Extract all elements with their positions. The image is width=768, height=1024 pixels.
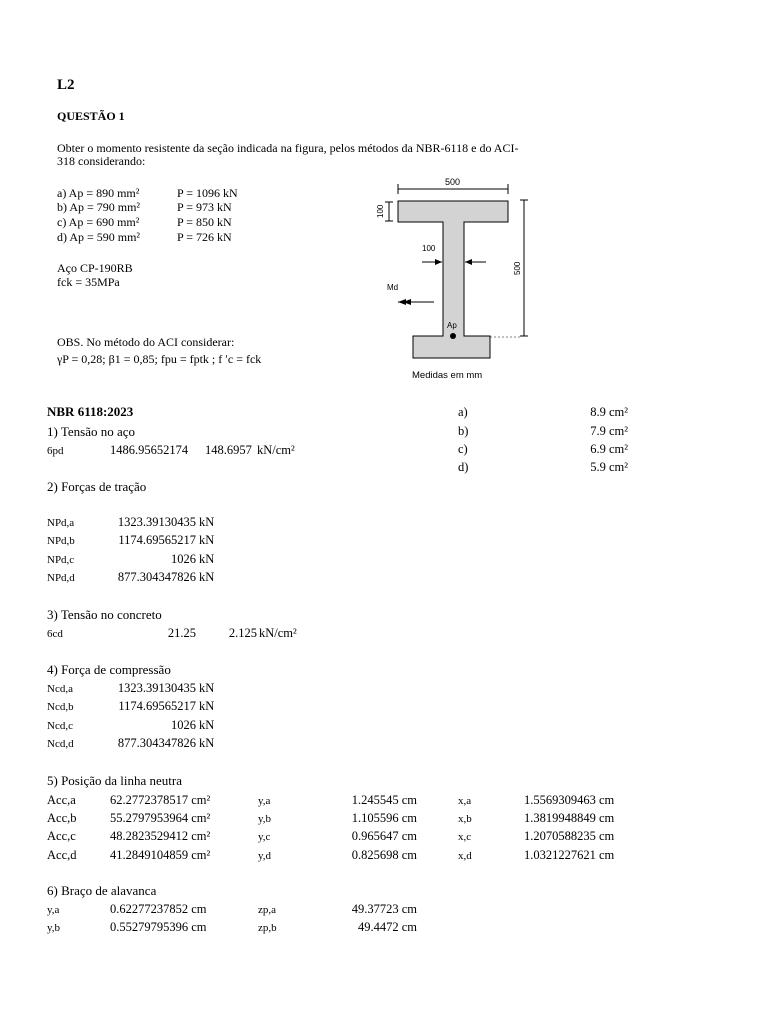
s4-unit-d: kN xyxy=(199,736,215,750)
dim-web-label: 100 xyxy=(422,244,436,253)
area-a-label: a) xyxy=(458,405,468,419)
s5-title: 5) Posição da linha neutra xyxy=(47,773,183,788)
s5-x-sym-b: x,b xyxy=(458,813,472,825)
case-a-force: P = 1096 kN xyxy=(177,186,238,200)
s2-unit-a: kN xyxy=(199,515,215,529)
tendon-dot xyxy=(450,333,456,339)
s5-acc-sym-b: Acc,b xyxy=(47,811,77,825)
s6-zp-sym-b: zp,b xyxy=(258,922,277,934)
s5-x-value-a: 1.5569309463 cm xyxy=(524,793,615,807)
s2-sym-c: NPd,c xyxy=(47,554,75,566)
s6-y-sym-a: y,a xyxy=(47,904,60,916)
s1-value-2: 148.6957 xyxy=(205,443,252,457)
s4-unit-a: kN xyxy=(199,681,215,695)
s5-y-value-a: 1.245545 cm xyxy=(351,793,417,807)
s2-value-d: 877.304347826 xyxy=(117,570,196,584)
s1-unit: kN/cm² xyxy=(257,443,295,457)
s6-zp-value-b: 49.4472 cm xyxy=(357,920,417,934)
s4-sym-a: Ncd,a xyxy=(47,683,73,695)
area-a-value: 8.9 cm² xyxy=(590,405,628,419)
s5-acc-sym-a: Acc,a xyxy=(47,793,76,807)
case-b-label: b) Ap = 790 mm² xyxy=(57,200,141,214)
s5-x-sym-d: x,d xyxy=(458,850,472,862)
s4-sym-b: Ncd,b xyxy=(47,701,74,713)
s4-sym-c: Ncd,c xyxy=(47,720,73,732)
case-c-force: P = 850 kN xyxy=(177,215,232,229)
s2-title: 2) Forças de tração xyxy=(47,479,147,494)
figure-caption: Medidas em mm xyxy=(412,370,483,381)
area-b-label: b) xyxy=(458,424,469,438)
s6-zp-value-a: 49.37723 cm xyxy=(351,902,417,916)
s1-title: 1) Tensão no aço xyxy=(47,424,136,439)
area-c-label: c) xyxy=(458,442,468,456)
case-b-force: P = 973 kN xyxy=(177,200,232,214)
s1-value-1: 1486.95652174 xyxy=(110,443,189,457)
s6-y-value-a: 0.62277237852 cm xyxy=(110,902,207,916)
s5-x-sym-c: x,c xyxy=(458,831,472,843)
s6-title: 6) Braço de alavanca xyxy=(47,883,157,898)
s5-y-sym-c: y,c xyxy=(258,831,271,843)
s4-value-d: 877.304347826 xyxy=(117,736,196,750)
s2-value-c: 1026 xyxy=(171,552,196,566)
s5-x-value-c: 1.2070588235 cm xyxy=(524,829,615,843)
s6-y-value-b: 0.55279795396 cm xyxy=(110,920,207,934)
s5-acc-value-b: 55.2797953964 cm² xyxy=(110,811,211,825)
case-a-label: a) Ap = 890 mm² xyxy=(57,186,140,200)
s2-unit-b: kN xyxy=(199,533,215,547)
s2-sym-d: NPd,d xyxy=(47,572,75,584)
s5-acc-sym-d: Acc,d xyxy=(47,848,77,862)
i-section-figure xyxy=(370,172,550,387)
s3-title: 3) Tensão no concreto xyxy=(47,607,162,622)
s5-x-sym-a: x,a xyxy=(458,795,472,807)
dim-flange-label: 100 xyxy=(376,204,385,218)
s4-unit-b: kN xyxy=(199,699,215,713)
s6-y-sym-b: y,b xyxy=(47,922,61,934)
s4-title: 4) Força de compressão xyxy=(47,662,171,677)
nbr-title: NBR 6118:2023 xyxy=(47,404,134,419)
dim-top-label: 500 xyxy=(445,177,461,187)
s3-value-1: 21.25 xyxy=(167,626,196,640)
s2-unit-c: kN xyxy=(199,552,215,566)
s4-sym-d: Ncd,d xyxy=(47,738,74,750)
s3-symbol: 6cd xyxy=(47,628,63,640)
area-d-label: d) xyxy=(458,460,469,474)
s3-unit: kN/cm² xyxy=(259,626,297,640)
s5-y-sym-b: y,b xyxy=(258,813,272,825)
case-d-label: d) Ap = 590 mm² xyxy=(57,230,141,244)
dim-height-label: 500 xyxy=(513,261,522,275)
s5-x-value-d: 1.0321227621 cm xyxy=(524,848,615,862)
area-b-value: 7.9 cm² xyxy=(590,424,628,438)
case-d-force: P = 726 kN xyxy=(177,230,232,244)
s5-acc-sym-c: Acc,c xyxy=(47,829,76,843)
statement-line-2: 318 considerando: xyxy=(57,154,146,168)
s4-value-b: 1174.69565217 xyxy=(118,699,196,713)
case-c-label: c) Ap = 690 mm² xyxy=(57,215,140,229)
area-c-value: 6.9 cm² xyxy=(590,442,628,456)
s5-acc-value-a: 62.2772378517 cm² xyxy=(110,793,211,807)
s2-value-b: 1174.69565217 xyxy=(118,533,196,547)
s1-symbol: 6pd xyxy=(47,445,64,457)
area-d-value: 5.9 cm² xyxy=(590,460,628,474)
obs-line-1: OBS. No método do ACI considerar: xyxy=(57,335,235,349)
s3-value-2: 2.125 xyxy=(228,626,257,640)
s2-value-a: 1323.39130435 xyxy=(117,515,196,529)
s4-value-c: 1026 xyxy=(171,718,196,732)
tendon-label: Ap xyxy=(447,321,457,330)
steel-type: Aço CP-190RB xyxy=(57,261,133,275)
s4-value-a: 1323.39130435 xyxy=(117,681,196,695)
s5-acc-value-d: 41.2849104859 cm² xyxy=(110,848,211,862)
concrete-fck: fck = 35MPa xyxy=(57,275,120,289)
question-title: QUESTÃO 1 xyxy=(57,109,125,123)
s5-y-value-b: 1.105596 cm xyxy=(351,811,417,825)
s5-acc-value-c: 48.2823529412 cm² xyxy=(110,829,211,843)
s2-sym-b: NPd,b xyxy=(47,535,75,547)
s5-y-sym-d: y,d xyxy=(258,850,272,862)
s5-y-value-c: 0.965647 cm xyxy=(351,829,417,843)
s5-y-sym-a: y,a xyxy=(258,795,271,807)
moment-label: Md xyxy=(387,283,399,292)
statement-line-1: Obter o momento resistente da seção indicada na figura, pelos métodos da NBR-6118 e do ACI- xyxy=(57,141,519,155)
s5-y-value-d: 0.825698 cm xyxy=(351,848,417,862)
s6-zp-sym-a: zp,a xyxy=(258,904,277,916)
s2-sym-a: NPd,a xyxy=(47,517,75,529)
s4-unit-c: kN xyxy=(199,718,215,732)
obs-line-2: γP = 0,28; β1 = 0,85; fpu = fptk ; f ʹc = fck xyxy=(57,352,262,366)
page-title: L2 xyxy=(57,77,75,93)
s5-x-value-b: 1.3819948849 cm xyxy=(524,811,615,825)
s2-unit-d: kN xyxy=(199,570,215,584)
